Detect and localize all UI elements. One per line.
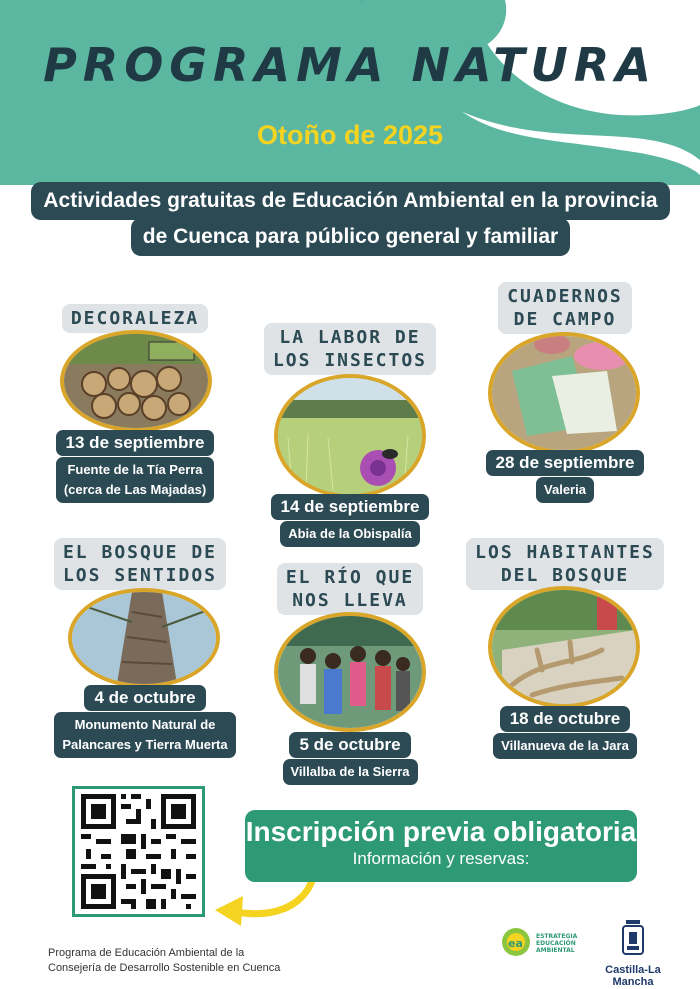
activity-place: Valeria bbox=[536, 477, 594, 503]
header-background bbox=[0, 0, 700, 185]
activity-photo-group-river bbox=[274, 612, 426, 732]
activity-photo-pine-tree bbox=[68, 588, 220, 688]
activity-insectos-info bbox=[255, 494, 445, 547]
activity-decoraleza-info bbox=[40, 430, 230, 503]
subtitle-line-2: de Cuenca para público general y familiar bbox=[131, 218, 570, 256]
activity-date: 13 de septiembre bbox=[56, 430, 215, 456]
activity-title: CUADERNOS DE CAMPO bbox=[498, 282, 632, 334]
activity-photo-flower-bee bbox=[274, 374, 426, 498]
activity-cuadernos bbox=[470, 282, 660, 334]
activity-place: Abia de la Obispalía bbox=[280, 521, 420, 547]
registration-title: Inscripción previa obligatoria bbox=[245, 816, 637, 847]
castle-icon bbox=[618, 918, 648, 958]
svg-text:ESTRATEGIA: ESTRATEGIA bbox=[536, 933, 578, 940]
activity-photo-insect-hotel bbox=[60, 330, 212, 432]
activity-title: DECORALEZA bbox=[62, 304, 208, 333]
activity-place: Monumento Natural de Palancares y Tierra Muerta bbox=[54, 712, 235, 758]
activity-decoraleza bbox=[40, 304, 230, 333]
activity-bosque-sentidos-info bbox=[45, 685, 245, 758]
activity-title: LA LABOR DE LOS INSECTOS bbox=[264, 323, 436, 375]
activity-date: 4 de octubre bbox=[84, 685, 205, 711]
program-title: PROGRAMA NATURA bbox=[43, 38, 657, 92]
activity-place: Villanueva de la Jara bbox=[493, 733, 637, 759]
castilla-la-mancha-label: Castilla-La Mancha bbox=[605, 964, 661, 988]
castilla-la-mancha-logo bbox=[588, 918, 678, 988]
svg-text:EDUCACIÓN: EDUCACIÓN bbox=[536, 940, 576, 947]
activity-bosque-sentidos bbox=[45, 538, 235, 590]
activity-place: Fuente de la Tía Perra (cerca de Las Majadas) bbox=[56, 457, 214, 503]
eea-logo bbox=[500, 920, 580, 968]
activity-habitantes-info bbox=[470, 706, 660, 759]
activity-rio bbox=[255, 563, 445, 615]
footer-credit: Programa de Educación Ambiental de la Consejería de Desarrollo Sostenible en Cuenca bbox=[48, 947, 281, 974]
activity-date: 28 de septiembre bbox=[486, 450, 645, 476]
subtitle-line-1: Actividades gratuitas de Educación Ambiental en la provincia bbox=[31, 182, 669, 220]
activity-date: 14 de septiembre bbox=[271, 494, 430, 520]
activity-photo-antlers bbox=[488, 586, 640, 708]
svg-text:AMBIENTAL: AMBIENTAL bbox=[536, 947, 575, 954]
registration-subtitle: Información y reservas: bbox=[352, 849, 530, 868]
activity-cuadernos-info bbox=[470, 450, 660, 503]
activity-title: EL RÍO QUE NOS LLEVA bbox=[277, 563, 423, 615]
activity-date: 5 de octubre bbox=[289, 732, 410, 758]
activity-insectos bbox=[255, 323, 445, 375]
subtitle bbox=[18, 182, 683, 256]
activity-place: Villalba de la Sierra bbox=[283, 759, 418, 785]
activity-photo-notebook bbox=[488, 332, 640, 454]
activity-habitantes bbox=[455, 538, 675, 590]
activity-title: LOS HABITANTES DEL BOSQUE bbox=[466, 538, 664, 590]
svg-text:ea: ea bbox=[508, 937, 523, 950]
activity-rio-info bbox=[255, 732, 445, 785]
registration-box bbox=[245, 810, 637, 882]
activity-date: 18 de octubre bbox=[500, 706, 631, 732]
qr-code[interactable] bbox=[72, 786, 205, 917]
activity-title: EL BOSQUE DE LOS SENTIDOS bbox=[54, 538, 226, 590]
season-label: Otoño de 2025 bbox=[256, 120, 444, 150]
